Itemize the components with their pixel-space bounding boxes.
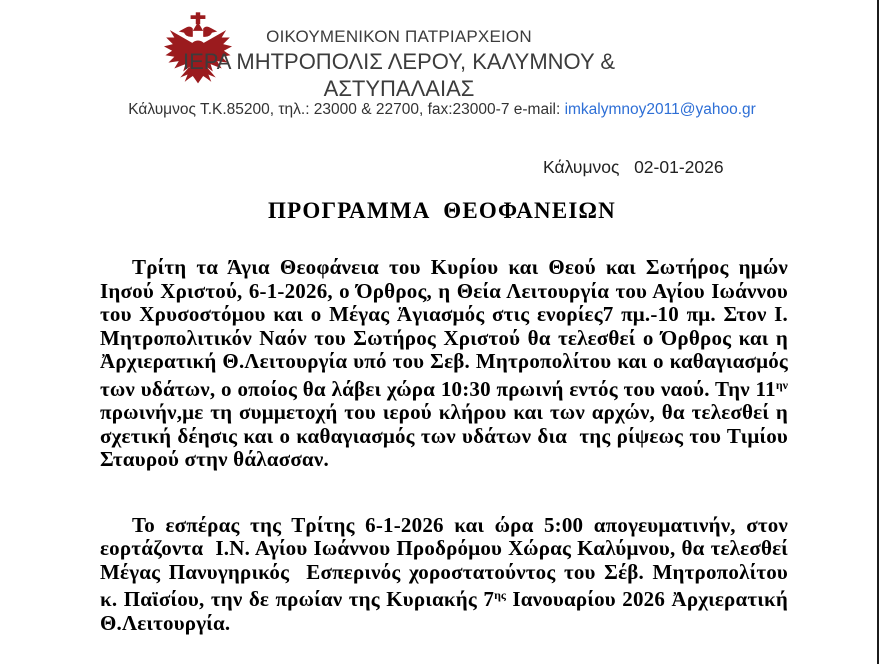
- contact-line: [0, 101, 884, 119]
- email-link[interactable]: imkalymnoy2011@yahoo.gr: [564, 101, 756, 118]
- letterhead-patriarchate-line: ΟΙΚΟΥΜΕΝΙΚΟΝ ΠΑΤΡΙΑΡΧΕΙΟΝ: [266, 27, 532, 46]
- letterhead-metropolis-line: ΙΕΡΑ ΜΗΤΡΟΠΟΛΙΣ ΛΕΡΟΥ, ΚΑΛΥΜΝΟΥ &: [182, 49, 616, 74]
- paragraph-1-text-continued: πρωινήν,με τη συμμετοχή του ιερού κλήρου και των αρχών, θα τελεσθεί η σχετική δέησις και ο καθαγιασμός των υδάτων δια της ρίψεως του Τιμίου Σταυρού στην θάλασσαν.: [100, 376, 794, 471]
- letterhead: [0, 26, 798, 102]
- paragraph-1: [100, 255, 794, 472]
- paragraph-2: [100, 512, 794, 636]
- date-line: Κάλυμνος 02-01-2026: [543, 157, 724, 177]
- paragraph-2-text-continued: Ιανουαρίου 2026 Ἀρχιερατική Θ.Λειτουργία.: [100, 587, 794, 635]
- contact-details-text: Κάλυμνος Τ.Κ.85200, τηλ.: 23000 & 22700, fax:23000-7 e-mail:: [128, 101, 565, 118]
- letterhead-metropolis-line2: ΑΣΤΥΠΑΛΑΙΑΣ: [323, 76, 475, 101]
- page-right-border: [877, 0, 879, 664]
- paragraph-1-text: Τρίτη τα Άγια Θεοφάνεια του Κυρίου και Θεού και Σωτήρος ημών Ιησού Χριστού, 6-1-2026, ο Όρθρος, η Θεία Λειτουργία του Αγίου Ιωάννου του Χρυσοστόμου και ο Μέγας Ἁγιασμός στις ενορίες7 πμ.-10 πμ. Στον Ι. Μητροπολιτικόν Ναόν του Σωτήρος Χριστού θα τελεσθεί ο Όρθρος και η Ἀρχιερατική Θ.Λειτουργία υπό του Σεβ. Μητροπολίτου και ο καθαγιασμός των υδάτων, ο οποίος θα λάβει χώρα 10:30 πρωινή εντός του ναού. Την 11: [100, 255, 794, 401]
- paragraph-2-text: Το εσπέρας της Τρίτης 6-1-2026 και ώρα 5:00 απογευματινήν, στον εορτάζοντα Ι.Ν. Αγίου Ιωάννου Προδρόμου Χώρας Καλύμνου, θα τελεσθεί Μέγας Πανυγηρικός Εσπερινός χοροστατούντος του Σέβ. Μητροπολίτου κ. Παϊσίου, την δε πρωίαν της Κυριακής 7: [100, 512, 794, 611]
- document-title: ΠΡΟΓΡΑΜΜΑ ΘΕΟΦΑΝΕΙΩΝ: [268, 198, 616, 223]
- document-body: [100, 255, 794, 635]
- paragraph-2-ordinal-superscript: ης: [494, 588, 506, 602]
- paragraph-1-ordinal-superscript: ην: [775, 377, 788, 392]
